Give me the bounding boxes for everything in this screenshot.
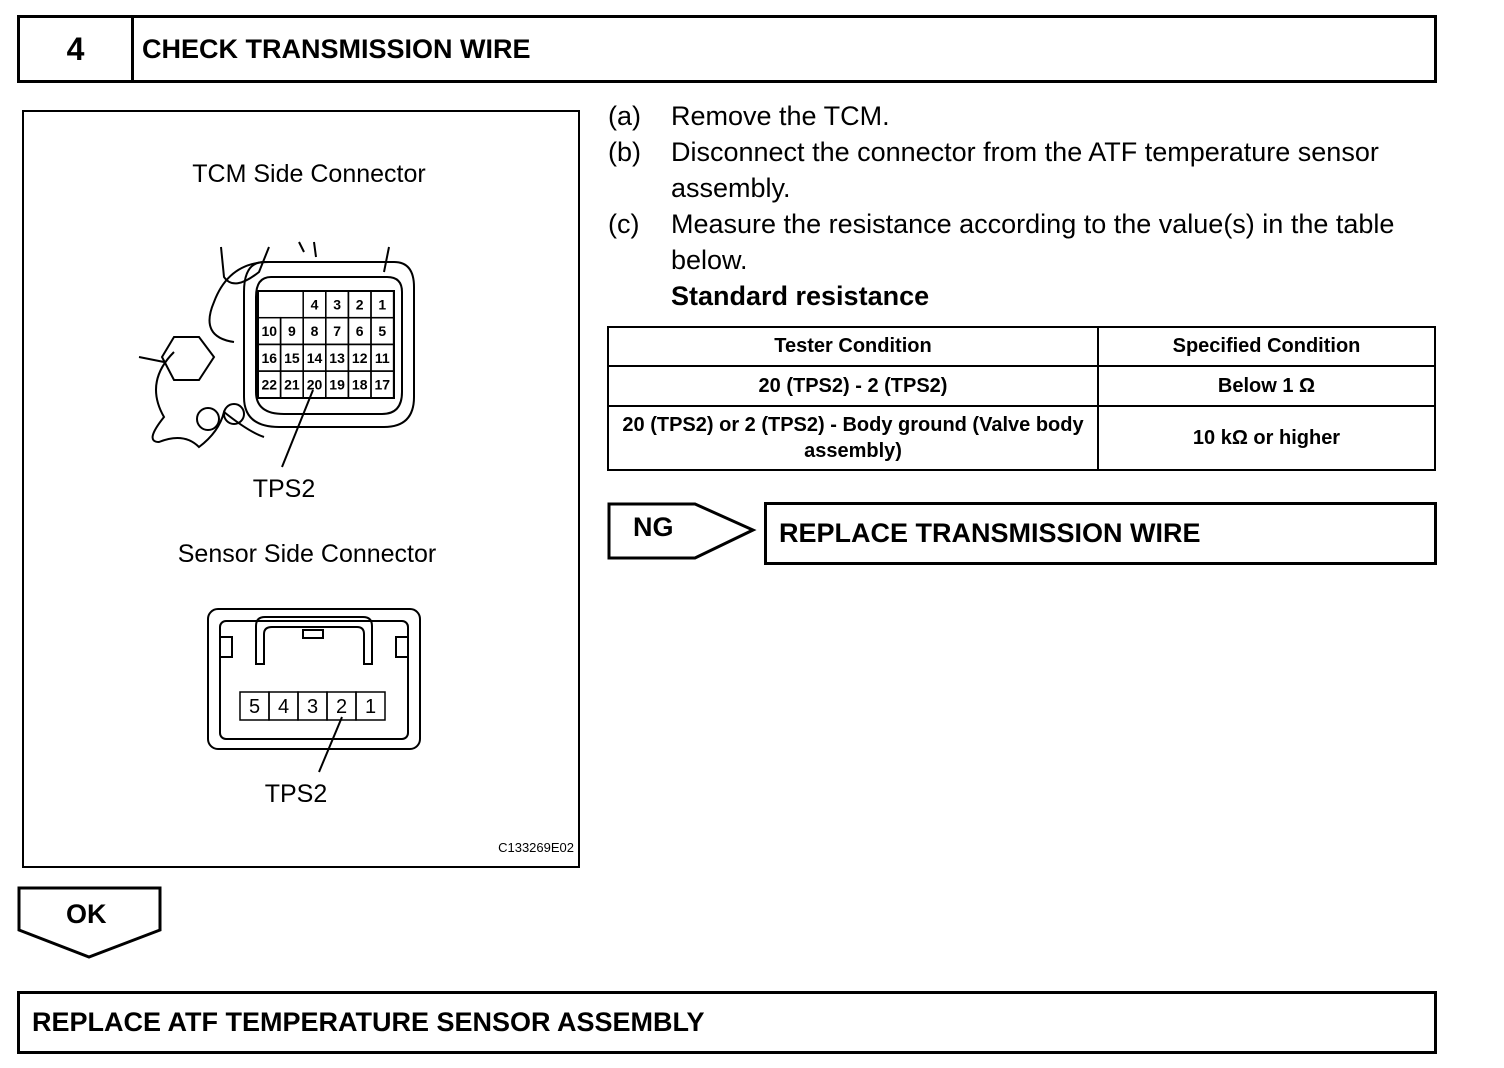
resistance-table <box>607 326 1436 471</box>
tcm-callout-label: TPS2 <box>252 475 316 503</box>
connector-illustration <box>22 110 580 868</box>
sensor-connector-housing <box>208 609 420 749</box>
step-title: CHECK TRANSMISSION WIRE <box>142 33 531 64</box>
tcm-pin-label: 13 <box>329 349 345 366</box>
sensor-connector-title: Sensor Side Connector <box>177 540 437 568</box>
table-header-cell: Tester Condition <box>608 327 1098 366</box>
instructions <box>608 98 1438 314</box>
step-letter: (c) <box>608 209 640 239</box>
tcm-pin-label: 7 <box>333 323 341 340</box>
table-row <box>608 406 1435 470</box>
tcm-pin-label: 17 <box>374 376 391 393</box>
table-cell: 10 kΩ or higher <box>1098 406 1435 470</box>
tcm-pin-label: 14 <box>306 349 323 366</box>
sensor-pins <box>240 692 385 720</box>
tcm-pin-label: 21 <box>284 376 300 393</box>
tcm-callout-line <box>282 390 313 467</box>
tcm-pin-label: 10 <box>261 323 278 340</box>
standard-resistance-title: Standard resistance <box>671 281 930 311</box>
table-header-row <box>608 327 1435 366</box>
step-text: Remove the TCM. <box>671 101 890 131</box>
tcm-pin-label: 11 <box>374 349 390 366</box>
tcm-pin-label: 22 <box>261 376 278 393</box>
sensor-pin-label: 2 <box>335 696 348 718</box>
table-header-cell: Specified Condition <box>1098 327 1435 366</box>
step-letter: (a) <box>608 101 641 131</box>
tcm-pin-label: 8 <box>310 323 319 340</box>
ok-result-box: REPLACE ATF TEMPERATURE SENSOR ASSEMBLY <box>17 991 1437 1054</box>
tcm-pin-label: 9 <box>288 323 296 340</box>
step-header <box>17 15 1437 83</box>
step-text: Disconnect the connector from the ATF temperature sensor assembly. <box>671 137 1379 203</box>
tcm-pin-label: 6 <box>355 323 364 340</box>
tcm-pin-label: 12 <box>351 349 368 366</box>
instruction-step <box>608 206 1438 278</box>
ng-label: NG <box>633 512 674 542</box>
instruction-step <box>608 134 1438 206</box>
sensor-callout-line <box>319 717 342 772</box>
ok-label: OK <box>66 899 107 929</box>
table-cell: 20 (TPS2) - 2 (TPS2) <box>608 366 1098 406</box>
tcm-pins <box>258 291 394 398</box>
tcm-connector-title: TCM Side Connector <box>192 160 426 188</box>
tcm-pin-label: 2 <box>355 296 364 313</box>
sensor-pin-label: 4 <box>277 696 290 718</box>
sensor-callout-label: TPS2 <box>264 780 328 808</box>
tcm-pin-label: 5 <box>378 323 387 340</box>
tcm-pin-label: 15 <box>284 349 300 366</box>
sensor-pin-label: 3 <box>306 696 319 718</box>
tcm-pin-label: 16 <box>261 349 278 366</box>
figure-code: C133269E02 <box>498 840 574 855</box>
step-text: Measure the resistance according to the value(s) in the table below. <box>671 209 1395 275</box>
instruction-step <box>608 98 1438 134</box>
table-row <box>608 366 1435 406</box>
table-cell: Below 1 Ω <box>1098 366 1435 406</box>
tcm-pin-label: 19 <box>329 376 345 393</box>
sensor-pin-label: 5 <box>248 696 261 718</box>
connector-diagram <box>24 112 580 868</box>
ng-result-box: REPLACE TRANSMISSION WIRE <box>764 502 1437 565</box>
sensor-pin-label: 1 <box>364 696 377 718</box>
ng-arrow-icon <box>607 502 757 562</box>
tcm-pin-label: 4 <box>310 296 319 313</box>
step-letter: (b) <box>608 137 641 167</box>
tcm-pin-label: 18 <box>351 376 368 393</box>
step-number: 4 <box>20 18 134 80</box>
tcm-pin-label: 3 <box>333 296 341 313</box>
tcm-pin-label: 20 <box>306 376 323 393</box>
tcm-pin-label: 1 <box>378 296 387 313</box>
table-cell: 20 (TPS2) or 2 (TPS2) - Body ground (Valve body assembly) <box>608 406 1098 470</box>
